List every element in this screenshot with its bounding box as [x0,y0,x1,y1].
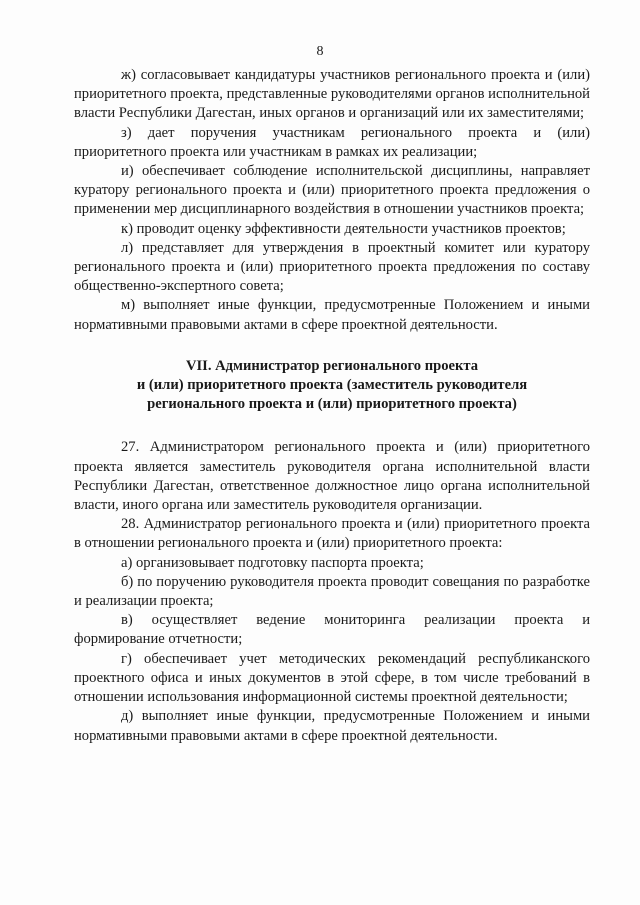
section-heading [74,357,590,415]
paragraph-item-a: а) организовывает подготовку паспорта проекта; [121,554,424,571]
paragraph-item-d: д) выполняет иные функции, предусмотренные Положением и иными нормативными правовыми актами в сфере проектной деятельности. [74,708,590,744]
paragraph-item-i: и) обеспечивает соблюдение исполнительской дисциплины, направляет куратору регионального проекта и (или) приоритетного проекта предложения о применении мер дисциплинарного воздействия в отношении участников проекта; [74,163,590,218]
paragraph-item-z: з) дает поручения участникам регионального проекта и (или) приоритетного проекта или участникам в рамках их реализации; [74,124,590,160]
paragraph-item-l: л) представляет для утверждения в проектный комитет или куратору регионального проекта и (или) приоритетного проекта предложения по составу общественно-экспертного совета; [74,239,590,295]
paragraph-item-g: г) обеспечивает учет методических рекомендаций республиканского проектного офиса и иных документов в этой сфере, в том числе требований в отношении использования информационной системы проектной деятельности; [74,650,590,706]
paragraph-item-k: к) проводит оценку эффективности деятельности участников проектов; [121,220,566,237]
paragraph-item-zh: ж) согласовывает кандидатуры участников регионального проекта и (или) приоритетного проекта, представленные руководителями органов исполнительной власти Республики Дагестан, иных органов и организаций или их заместителями; [74,67,590,122]
paragraph-item-m: м) выполняет иные функции, предусмотренные Положением и иными нормативными правовыми актами в сфере проектной деятельности. [74,297,590,333]
paragraph-item-v: в) осуществляет ведение мониторинга реализации проекта и формирование отчетности; [74,612,590,648]
document-body [74,66,590,746]
page-number: 8 [316,44,324,59]
section-heading-line-3: регионального проекта и (или) приоритетного проекта) [147,396,517,413]
paragraph-item-b: б) по поручению руководителя проекта проводит совещания по разработке и реализации проекта; [74,573,590,610]
paragraph-28: 28. Администратор регионального проекта и (или) приоритетного проекта в отношении регионального проекта и (или) приоритетного проекта: [74,516,590,552]
paragraph-27: 27. Администратором регионального проекта и (или) приоритетного проекта является заместитель руководителя органа исполнительной власти Республики Дагестан, ответственное должностное лицо органа исполнительной власти, иного органа или заместитель руководителя организации. [74,439,590,514]
section-heading-line-2: и (или) приоритетного проекта (заместитель руководителя [136,377,528,394]
section-heading-line-1: VII. Администратор регионального проекта [185,357,479,374]
